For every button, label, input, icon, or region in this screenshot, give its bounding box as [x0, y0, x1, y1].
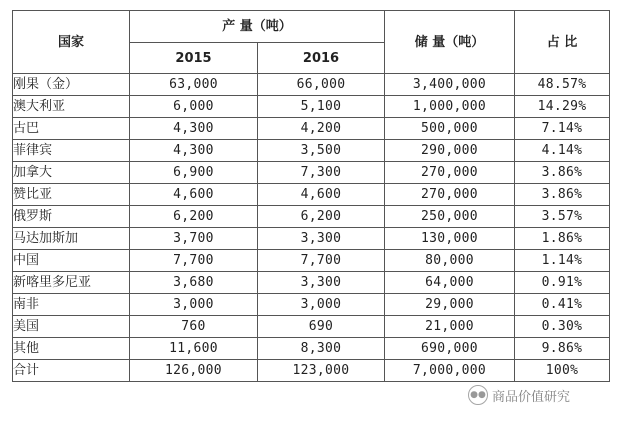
production-2015-cell: 7,700	[130, 250, 258, 272]
production-2016-cell: 8,300	[258, 338, 385, 360]
share-cell: 0.41%	[515, 294, 610, 316]
country-cell: 马达加斯加	[13, 228, 130, 250]
share-cell: 1.86%	[515, 228, 610, 250]
country-cell: 其他	[13, 338, 130, 360]
share-cell: 3.86%	[515, 184, 610, 206]
country-cell: 加拿大	[13, 162, 130, 184]
production-2016-cell: 123,000	[258, 360, 385, 382]
production-2016-cell: 3,300	[258, 272, 385, 294]
country-cell: 古巴	[13, 118, 130, 140]
production-2016-cell: 4,200	[258, 118, 385, 140]
table-row	[13, 294, 610, 316]
table-body	[13, 74, 610, 382]
table-row	[13, 250, 610, 272]
table-row	[13, 162, 610, 184]
production-2016-cell: 6,200	[258, 206, 385, 228]
header-reserves: 储 量（吨）	[385, 11, 515, 74]
table-row	[13, 140, 610, 162]
production-2016-cell: 3,500	[258, 140, 385, 162]
production-2016-cell: 5,100	[258, 96, 385, 118]
country-cell: 美国	[13, 316, 130, 338]
country-cell: 刚果（金）	[13, 74, 130, 96]
production-2016-cell: 3,000	[258, 294, 385, 316]
share-cell: 100%	[515, 360, 610, 382]
table-row	[13, 228, 610, 250]
table-row	[13, 96, 610, 118]
production-2015-cell: 760	[130, 316, 258, 338]
reserves-cell: 7,000,000	[385, 360, 515, 382]
table-row	[13, 316, 610, 338]
table-row	[13, 206, 610, 228]
reserves-cell: 29,000	[385, 294, 515, 316]
header-year-2015: 2015	[130, 43, 258, 74]
production-2015-cell: 3,700	[130, 228, 258, 250]
production-2015-cell: 4,300	[130, 118, 258, 140]
share-cell: 4.14%	[515, 140, 610, 162]
header-share: 占 比	[515, 11, 610, 74]
country-cell: 中国	[13, 250, 130, 272]
country-cell: 南非	[13, 294, 130, 316]
table-row	[13, 360, 610, 382]
header-country: 国家	[13, 11, 130, 74]
production-2015-cell: 11,600	[130, 338, 258, 360]
reserves-cell: 80,000	[385, 250, 515, 272]
share-cell: 7.14%	[515, 118, 610, 140]
header-production: 产 量（吨）	[130, 11, 385, 43]
watermark-text: 商品价值研究	[492, 389, 571, 405]
production-2015-cell: 6,900	[130, 162, 258, 184]
reserves-cell: 130,000	[385, 228, 515, 250]
table-row	[13, 184, 610, 206]
reserves-cell: 21,000	[385, 316, 515, 338]
production-2015-cell: 3,680	[130, 272, 258, 294]
table-row	[13, 74, 610, 96]
production-2016-cell: 66,000	[258, 74, 385, 96]
production-2016-cell: 4,600	[258, 184, 385, 206]
production-2015-cell: 126,000	[130, 360, 258, 382]
reserves-cell: 64,000	[385, 272, 515, 294]
reserves-cell: 250,000	[385, 206, 515, 228]
production-2016-cell: 690	[258, 316, 385, 338]
header-year-2016: 2016	[258, 43, 385, 74]
production-2015-cell: 6,000	[130, 96, 258, 118]
share-cell: 3.86%	[515, 162, 610, 184]
reserves-cell: 3,400,000	[385, 74, 515, 96]
reserves-cell: 1,000,000	[385, 96, 515, 118]
country-cell: 澳大利亚	[13, 96, 130, 118]
share-cell: 3.57%	[515, 206, 610, 228]
reserves-cell: 500,000	[385, 118, 515, 140]
production-2015-cell: 4,600	[130, 184, 258, 206]
share-cell: 1.14%	[515, 250, 610, 272]
reserves-cell: 270,000	[385, 162, 515, 184]
production-2016-cell: 7,700	[258, 250, 385, 272]
reserves-cell: 690,000	[385, 338, 515, 360]
share-cell: 0.91%	[515, 272, 610, 294]
table-row	[13, 118, 610, 140]
country-cell: 合计	[13, 360, 130, 382]
share-cell: 0.30%	[515, 316, 610, 338]
production-2015-cell: 63,000	[130, 74, 258, 96]
country-cell: 赞比亚	[13, 184, 130, 206]
cobalt-production-table	[12, 10, 610, 382]
wechat-icon: ●●	[468, 385, 488, 405]
production-2015-cell: 3,000	[130, 294, 258, 316]
reserves-cell: 290,000	[385, 140, 515, 162]
country-cell: 菲律宾	[13, 140, 130, 162]
production-2015-cell: 4,300	[130, 140, 258, 162]
reserves-cell: 270,000	[385, 184, 515, 206]
production-2016-cell: 7,300	[258, 162, 385, 184]
share-cell: 14.29%	[515, 96, 610, 118]
country-cell: 新喀里多尼亚	[13, 272, 130, 294]
share-cell: 48.57%	[515, 74, 610, 96]
country-cell: 俄罗斯	[13, 206, 130, 228]
watermark	[468, 385, 570, 405]
production-2016-cell: 3,300	[258, 228, 385, 250]
production-2015-cell: 6,200	[130, 206, 258, 228]
table-row	[13, 272, 610, 294]
share-cell: 9.86%	[515, 338, 610, 360]
table-row	[13, 338, 610, 360]
